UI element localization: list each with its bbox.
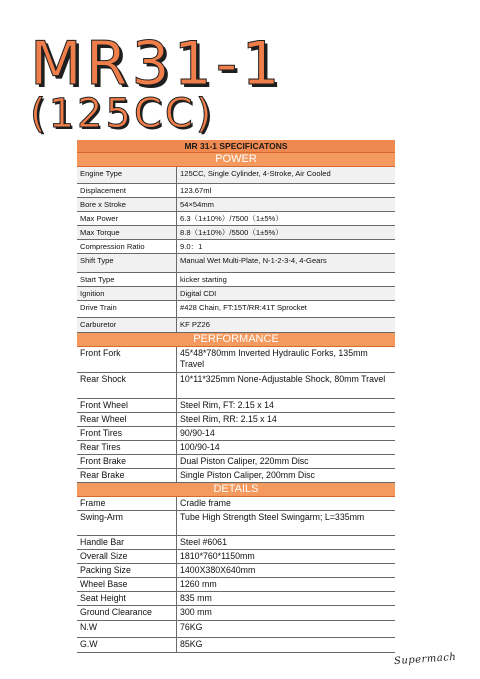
engine-size-title: (125CC) — [30, 91, 215, 137]
table-row — [77, 318, 395, 333]
spec-label: Rear Tires — [77, 441, 177, 454]
table-row — [77, 578, 395, 592]
table-row — [77, 301, 395, 318]
spec-value: 100/90-14 — [180, 442, 220, 452]
spec-table — [77, 140, 395, 653]
table-row — [77, 536, 395, 550]
spec-value: 54×54mm — [180, 200, 214, 209]
table-row — [77, 621, 395, 638]
table-row — [77, 606, 395, 621]
table-row — [77, 638, 395, 653]
table-row — [77, 550, 395, 564]
spec-value: Manual Wet Multi-Plate, N-1-2-3-4, 4-Gears — [180, 256, 327, 265]
spec-value: 90/90-14 — [180, 428, 215, 438]
spec-label: Displacement — [77, 184, 177, 197]
spec-value: 1400X380X640mm — [180, 565, 256, 575]
spec-value: Single Piston Caliper, 200mm Disc — [180, 470, 315, 480]
spec-label: Shift Type — [77, 254, 177, 272]
table-row — [77, 226, 395, 240]
spec-value: Steel #6061 — [180, 537, 227, 547]
spec-value: 45*48*780mm Inverted Hydraulic Forks, 135mm Travel — [180, 348, 368, 369]
spec-label: Carburetor — [77, 318, 177, 332]
model-title: MR31-1 — [30, 29, 284, 99]
section-details — [77, 497, 395, 653]
spec-label: Overall Size — [77, 550, 177, 563]
supermach-logo: Supermach — [393, 651, 457, 668]
spec-value: Digital CDI — [180, 289, 217, 298]
spec-label: Compression Ratio — [77, 240, 177, 253]
table-row — [77, 198, 395, 212]
table-row — [77, 212, 395, 226]
spec-value: 9.0：1 — [180, 242, 203, 251]
spec-value: 76KG — [180, 622, 203, 632]
spec-label: Handle Bar — [77, 536, 177, 549]
table-row — [77, 427, 395, 441]
spec-label: G.W — [77, 638, 177, 652]
spec-label: Swing-Arm — [77, 511, 177, 535]
table-row — [77, 347, 395, 373]
spec-value: Steel Rim, RR: 2.15 x 14 — [180, 414, 277, 424]
spec-table-title: MR 31-1 SPECIFICATONS — [77, 140, 395, 153]
table-row — [77, 592, 395, 606]
spec-label: Bore x Stroke — [77, 198, 177, 211]
table-row — [77, 273, 395, 287]
spec-label: Start Type — [77, 273, 177, 286]
table-row — [77, 399, 395, 413]
table-row — [77, 564, 395, 578]
spec-label: Seat Height — [77, 592, 177, 605]
table-row — [77, 373, 395, 399]
spec-value: 300 mm — [180, 607, 212, 617]
spec-value: 1260 mm — [180, 579, 217, 589]
spec-label: Rear Wheel — [77, 413, 177, 426]
table-row — [77, 469, 395, 483]
spec-value: 1810*760*1150mm — [180, 551, 255, 561]
section-header-details: DETAILS — [77, 483, 395, 497]
section-header-performance: PERFORMANCE — [77, 333, 395, 347]
spec-value: 835 mm — [180, 593, 212, 603]
spec-value: KF PZ26 — [180, 320, 210, 329]
section-header-power: POWER — [77, 153, 395, 167]
spec-label: Wheel Base — [77, 578, 177, 591]
table-row — [77, 184, 395, 198]
table-row — [77, 287, 395, 301]
table-row — [77, 441, 395, 455]
spec-value: Tube High Strength Steel Swingarm; L=335mm — [180, 512, 365, 522]
spec-label: Packing Size — [77, 564, 177, 577]
spec-value: 6.3（1±10%）/7500（1±5%） — [180, 214, 283, 223]
spec-label: Rear Shock — [77, 373, 177, 398]
spec-label: Front Wheel — [77, 399, 177, 412]
section-power — [77, 167, 395, 333]
table-row — [77, 511, 395, 536]
spec-label: Rear Brake — [77, 469, 177, 482]
spec-value: 85KG — [180, 639, 203, 649]
spec-label: Engine Type — [77, 167, 177, 183]
spec-label: Frame — [77, 497, 177, 510]
spec-label: Front Brake — [77, 455, 177, 468]
spec-value: kicker starting — [180, 275, 227, 284]
spec-label: Ground Clearance — [77, 606, 177, 620]
spec-label: Front Tires — [77, 427, 177, 440]
section-performance — [77, 347, 395, 483]
spec-label: Drive Train — [77, 301, 177, 317]
table-row — [77, 167, 395, 184]
spec-label: Front Fork — [77, 347, 177, 372]
table-row — [77, 497, 395, 511]
spec-label: N.W — [77, 621, 177, 637]
spec-value: 8.8（1±10%）/5500（1±5%） — [180, 228, 283, 237]
spec-value: Steel Rim, FT: 2.15 x 14 — [180, 400, 274, 410]
table-row — [77, 254, 395, 273]
spec-value: Cradle frame — [180, 498, 231, 508]
spec-value: 123.67ml — [180, 186, 212, 195]
spec-value: Dual Piston Caliper, 220mm Disc — [180, 456, 309, 466]
spec-label: Max Torque — [77, 226, 177, 239]
table-row — [77, 240, 395, 254]
table-row — [77, 413, 395, 427]
spec-label: Max Power — [77, 212, 177, 225]
spec-label: Ignition — [77, 287, 177, 300]
spec-value: 10*11*325mm None-Adjustable Shock, 80mm Travel — [180, 374, 386, 384]
table-row — [77, 455, 395, 469]
spec-value: 125CC, Single Cylinder, 4-Stroke, Air Cooled — [180, 169, 331, 178]
spec-value: #428 Chain, FT:15T/RR:41T Sprocket — [180, 303, 307, 312]
